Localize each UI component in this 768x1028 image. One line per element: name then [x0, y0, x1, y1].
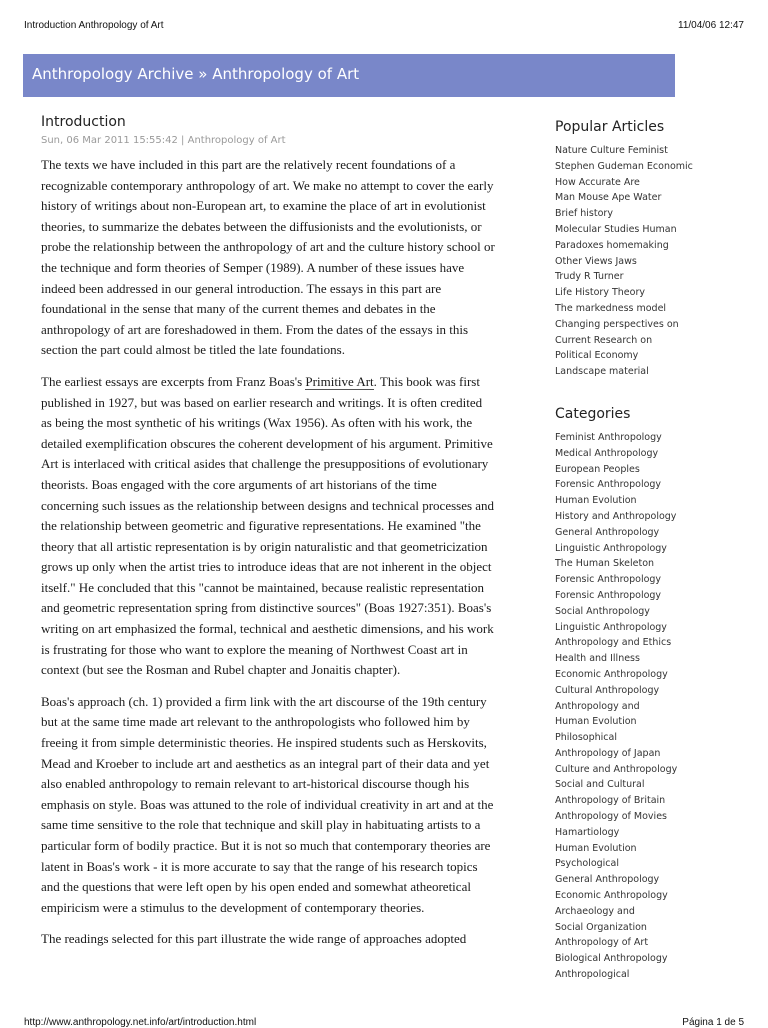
- category-link[interactable]: Human Evolution: [555, 495, 637, 507]
- article-meta: Sun, 06 Mar 2011 15:55:42 | Anthropology of Art: [41, 135, 286, 146]
- category-link[interactable]: Forensic Anthropology: [555, 479, 662, 491]
- category-link[interactable]: Philosophical: [555, 732, 617, 744]
- popular-article-link[interactable]: Paradoxes homemaking: [555, 239, 669, 251]
- category-link[interactable]: Anthropology of Japan: [555, 747, 661, 759]
- primitive-art-link[interactable]: Primitive Art: [305, 373, 374, 389]
- category-link[interactable]: Economic Anthropology: [555, 890, 668, 902]
- category-link[interactable]: Psychological: [555, 858, 619, 870]
- sidebar: [555, 119, 755, 983]
- popular-article-link[interactable]: Life History Theory: [555, 287, 645, 299]
- category-link[interactable]: Social Organization: [555, 921, 647, 933]
- category-link[interactable]: General Anthropology: [555, 874, 660, 886]
- popular-article-link[interactable]: Landscape material: [555, 366, 649, 378]
- category-link[interactable]: Economic Anthropology: [555, 668, 668, 680]
- category-link[interactable]: Health and Illness: [555, 653, 640, 665]
- category-link[interactable]: Linguistic Anthropology: [555, 542, 667, 554]
- article-paragraph-3: Boas's approach (ch. 1) provided a firm link with the art discourse of the 19th century but at the same time made art relevant to the anthropologists who followed him by freeing it from simple deterministic theories. He inspired students such as Herskovits, Mead and Kroeber to include art and aesthetics as an integral part of their data and yet also enabled anthropology to remain relevant to art-historical discourse though his emphasis on style. Boas was attuned to the role of individual creativity in art and at the same time sensitive to the role that technique and skill play in habituating artists to a particular form of bodily practice. But it is not so much that contemporary theories are latent in Boas's work - it is more accurate to say that the range of his research topics and the questions that were left open by his open ended and somewhat atheoretical empiricism were a stimulus to the development of contemporary theories.: [41, 693, 494, 915]
- popular-articles-list: [555, 143, 755, 380]
- category-link[interactable]: Biological Anthropology: [555, 953, 668, 965]
- popular-article-link[interactable]: Man Mouse Ape Water: [555, 192, 662, 204]
- category-link[interactable]: Human Evolution: [555, 716, 637, 728]
- popular-articles-heading: Popular Articles: [555, 119, 665, 135]
- article: [41, 114, 495, 950]
- category-link[interactable]: Hamartiology: [555, 826, 620, 838]
- breadcrumb[interactable]: Anthropology Archive » Anthropology of Art: [32, 65, 360, 83]
- category-link[interactable]: Feminist Anthropology: [555, 431, 662, 443]
- category-link[interactable]: General Anthropology: [555, 526, 660, 538]
- article-title: Introduction: [41, 114, 126, 130]
- print-footer-page: Página 1 de 5: [682, 1017, 744, 1028]
- category-link[interactable]: Anthropology of Art: [555, 937, 649, 949]
- popular-article-link[interactable]: Changing perspectives on: [555, 318, 679, 330]
- category-link[interactable]: Anthropology of Britain: [555, 795, 666, 807]
- category-link[interactable]: The Human Skeleton: [555, 558, 655, 570]
- popular-article-link[interactable]: Other Views Jaws: [555, 255, 637, 267]
- print-header-datetime: 11/04/06 12:47: [678, 20, 744, 31]
- print-footer-url: http://www.anthropology.net.info/art/introduction.html: [24, 1017, 257, 1028]
- category-link[interactable]: Anthropology and Ethics: [555, 637, 672, 649]
- popular-article-link[interactable]: Stephen Gudeman Economic: [555, 160, 693, 172]
- category-link[interactable]: Social Anthropology: [555, 605, 650, 617]
- category-link[interactable]: Human Evolution: [555, 842, 637, 854]
- article-paragraph-4: The readings selected for this part illustrate the wide range of approaches adopted: [41, 931, 467, 947]
- popular-article-link[interactable]: Current Research on: [555, 334, 653, 346]
- category-link[interactable]: Culture and Anthropology: [555, 763, 678, 775]
- popular-article-link[interactable]: The markedness model: [555, 302, 667, 314]
- category-link[interactable]: Anthropology and: [555, 700, 640, 712]
- print-header-title: Introduction Anthropology of Art: [24, 20, 164, 31]
- paragraph-2-text-start: The earliest essays are excerpts from Franz Boas's: [41, 373, 306, 389]
- article-paragraph-2: [41, 372, 495, 681]
- category-link[interactable]: Archaeology and: [555, 905, 635, 917]
- category-link[interactable]: Linguistic Anthropology: [555, 621, 667, 633]
- popular-article-link[interactable]: Trudy R Turner: [555, 271, 624, 283]
- category-link[interactable]: Forensic Anthropology: [555, 574, 662, 586]
- popular-article-link[interactable]: Political Economy: [555, 350, 639, 362]
- popular-article-link[interactable]: How Accurate Are: [555, 176, 640, 188]
- category-link[interactable]: European Peoples: [555, 463, 640, 475]
- site-banner: [23, 54, 675, 97]
- popular-article-link[interactable]: Molecular Studies Human: [555, 223, 677, 235]
- category-link[interactable]: Anthropological: [555, 969, 630, 981]
- category-link[interactable]: Cultural Anthropology: [555, 684, 660, 696]
- paragraph-2-text-rest: . This book was first published in 1927, but was based on earlier research and writings. It is often credited as being the most synthetic of his writings (Wax 1956). As often with his work, the detailed exemplification obscures the coherent development of his argument. Primitive Art is interlaced with critical asides that challenge the presuppositions of evolutionary theorists. Boas engaged with the core arguments of art historians of the time concerning such issues as the relationship between designs and technical processes and the relationship between geometric and figurative representations. He examined "the theory that all artistic representation is by origin naturalistic and that geometricization grows up only when the artist tries to introduce ideas that are not inherent in the object itself." He concluded that this "cannot be maintained, because realistic representation and geometric representation spring from distinctive sources" (Boas 1927:351). Boas's writing on art emphasized the formal, technical and aesthetic dimensions, and his work is frustrating for those who want to explore the meaning of Northwest Coast art in context (but see the Rosman and Rubel chapter and Jonaitis chapter).: [41, 373, 495, 678]
- popular-article-link[interactable]: Nature Culture Feminist: [555, 145, 668, 156]
- category-link[interactable]: Anthropology of Movies: [555, 811, 667, 823]
- category-link[interactable]: History and Anthropology: [555, 510, 677, 522]
- category-link[interactable]: Forensic Anthropology: [555, 589, 662, 601]
- print-header: [24, 20, 744, 34]
- print-footer: [24, 1017, 744, 1027]
- category-link[interactable]: Social and Cultural: [555, 779, 645, 791]
- article-paragraph-1: The texts we have included in this part are the relatively recent foundations of a recognizable contemporary anthropology of art. We make no attempt to cover the early history of writings about non-European art, to examine the place of art in evolutionist theories, to summarize the debates between the diffusionists and the evolutionists, or probe the relationship between the anthropology of art and the culture history school or the technique and form theories of Semper (1989). A number of these issues have indeed been addressed in our general introduction. The essays in this part are foundational in the sense that many of the current themes and debates in the anthropology of art are foreshadowed in them. From the dates of the essays in this section the part could almost be titled the late foundations.: [41, 157, 495, 358]
- categories-heading: Categories: [555, 405, 631, 422]
- popular-article-link[interactable]: Brief history: [555, 208, 613, 220]
- categories-list: [555, 430, 755, 983]
- category-link[interactable]: Medical Anthropology: [555, 447, 659, 459]
